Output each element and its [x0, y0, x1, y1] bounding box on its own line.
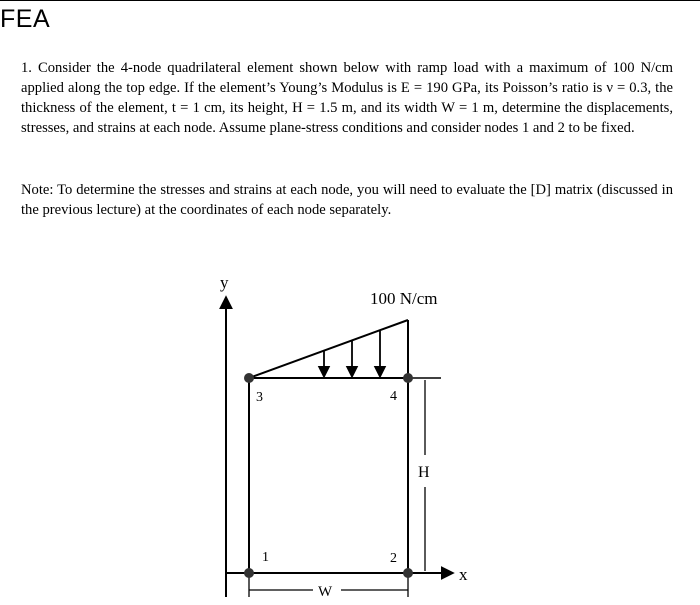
height-dimension-label: H — [418, 464, 430, 481]
y-axis-label: y — [220, 273, 229, 292]
x-axis-label: x — [459, 565, 468, 584]
node-2-label: 2 — [390, 551, 397, 566]
node-3-dot — [244, 373, 254, 383]
node-3-label: 3 — [256, 390, 263, 405]
node-2-dot — [403, 568, 413, 578]
load-label: 100 N/cm — [370, 289, 438, 308]
problem-statement: 1. Consider the 4-node quadrilateral element shown below with ramp load with a maximum of 100 N/cm applied along the top edge. If the element’s Young’s Modulus is E = 190 GPa, its Poisson’s ratio is ν = 0.3, the thickness of the element, t = 1 cm, its height, H = 1.5 m, and its width W = 1 m, determine the displacements, stresses, and strains at each node. Assume plane-stress conditions and consider nodes 1 and 2 to be fixed. — [21, 60, 673, 136]
note-paragraph: Note: To determine the stresses and strains at each node, you will need to evaluate the [D] matrix (discussed in the previous lecture) at the coordinates of each node separately. — [21, 182, 673, 218]
ramp-load-slope — [249, 320, 408, 378]
quad-element — [249, 378, 408, 573]
page-heading: FEA — [0, 5, 51, 33]
width-dimension-label: W — [318, 584, 333, 600]
node-1-dot — [244, 568, 254, 578]
node-1-label: 1 — [262, 550, 269, 565]
node-4-dot — [403, 373, 413, 383]
node-4-label: 4 — [390, 389, 397, 404]
